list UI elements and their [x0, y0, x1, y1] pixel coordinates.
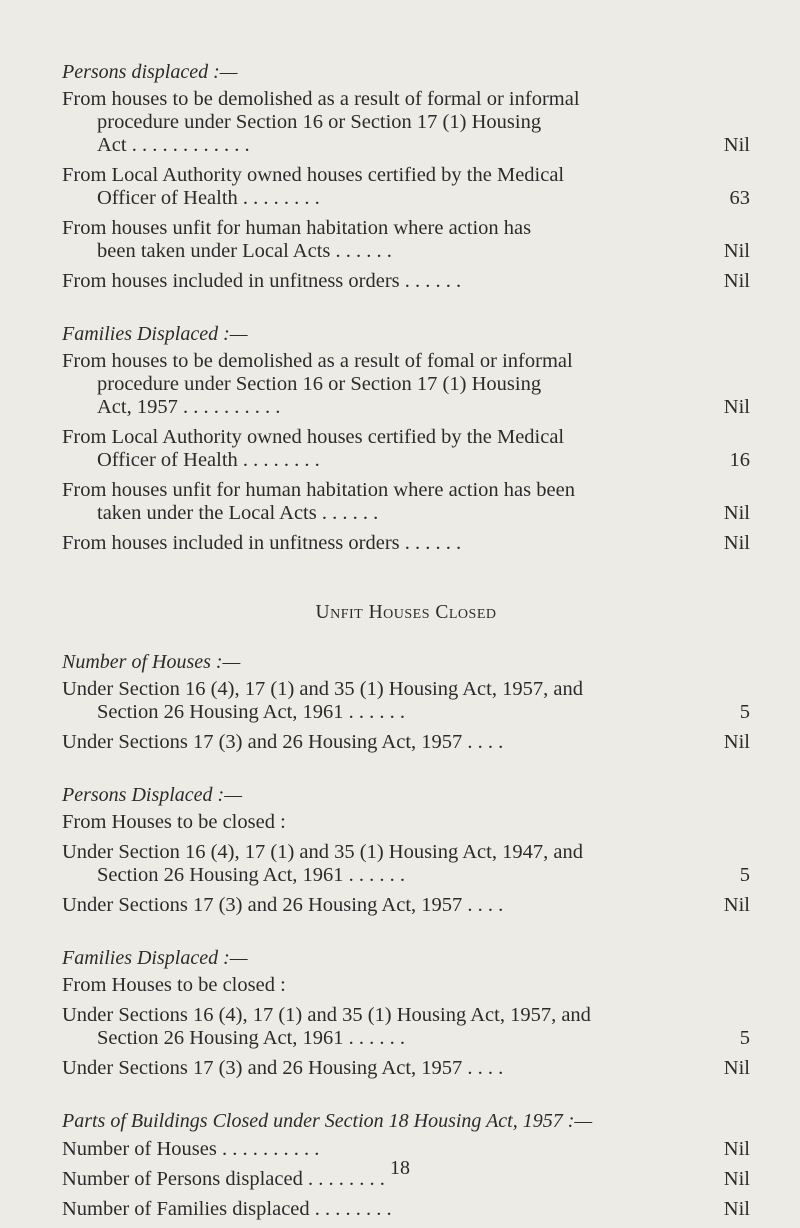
list-item: [62, 88, 750, 157]
list-item: [62, 532, 750, 555]
report-content: [62, 58, 750, 1228]
item-text-line: been taken under Local Acts . . . . . .: [97, 240, 392, 262]
item-text-line: From houses to be demolished as a result of fomal or informal: [62, 350, 573, 372]
item-text-line: taken under the Local Acts . . . . . .: [97, 502, 379, 524]
item-text-line: Act, 1957 . . . . . . . . . .: [97, 396, 281, 418]
section-spacer: [62, 300, 750, 320]
item-value: Nil: [723, 240, 750, 262]
item-text-line: From houses unfit for human habitation where action has: [62, 217, 532, 239]
item-value: Nil: [723, 270, 750, 292]
section-heading: Families Displaced :—: [62, 947, 248, 969]
list-item: [62, 974, 750, 997]
list-item: [62, 678, 750, 724]
item-value: Nil: [723, 134, 750, 156]
report-section: [62, 944, 750, 1080]
report-section: [62, 648, 750, 754]
section-heading: Number of Houses :—: [62, 651, 241, 673]
item-value: Nil: [723, 1138, 750, 1160]
section-spacer: [62, 924, 750, 944]
item-text-line: From Local Authority owned houses certified by the Medical: [62, 426, 565, 448]
list-item: [62, 1004, 750, 1050]
item-value: Nil: [723, 1057, 750, 1079]
list-item: [62, 1198, 750, 1221]
item-text-line: procedure under Section 16 or Section 17 (1) Housing: [97, 373, 542, 395]
item-text-line: From Local Authority owned houses certified by the Medical: [62, 164, 565, 186]
item-text-line: From houses included in unfitness orders . . . . . .: [62, 532, 462, 554]
item-text-line: Under Sections 17 (3) and 26 Housing Act, 1957 . . . .: [62, 1057, 504, 1079]
item-text-line: From houses to be demolished as a result of formal or informal: [62, 88, 580, 110]
item-value: 5: [739, 1027, 750, 1049]
parts-heading: Parts of Buildings Closed under Section 18 Housing Act, 1957 :—: [62, 1110, 593, 1132]
section-spacer: [62, 1087, 750, 1107]
item-value: Nil: [723, 396, 750, 418]
item-value: 5: [739, 864, 750, 886]
item-text-line: Under Section 16 (4), 17 (1) and 35 (1) Housing Act, 1947, and: [62, 841, 583, 863]
report-section: [62, 781, 750, 917]
item-text-line: Under Sections 17 (3) and 26 Housing Act, 1957 . . . .: [62, 894, 504, 916]
list-item: [62, 217, 750, 263]
item-text-line: Officer of Health . . . . . . . .: [97, 449, 320, 471]
item-text-line: Under Sections 17 (3) and 26 Housing Act, 1957 . . . .: [62, 731, 504, 753]
item-text-line: From houses unfit for human habitation where action has been: [62, 479, 575, 501]
list-item: [62, 811, 750, 834]
item-value: 5: [739, 701, 750, 723]
list-item: [62, 479, 750, 525]
item-value: Nil: [723, 502, 750, 524]
list-item: [62, 350, 750, 419]
item-text-line: Section 26 Housing Act, 1961 . . . . . .: [97, 701, 406, 723]
section-spacer: [62, 761, 750, 781]
list-item: [62, 270, 750, 293]
report-section: [62, 58, 750, 293]
item-value: Nil: [723, 731, 750, 753]
section-heading: Persons displaced :—: [62, 61, 238, 83]
section-heading: Families Displaced :—: [62, 323, 248, 345]
item-text-line: procedure under Section 16 or Section 17 (1) Housing: [97, 111, 542, 133]
list-item: [62, 426, 750, 472]
item-text-line: Number of Families displaced . . . . . . . .: [62, 1198, 392, 1220]
item-text-line: Number of Houses . . . . . . . . . .: [62, 1138, 320, 1160]
section-heading: Persons Displaced :—: [62, 784, 242, 806]
item-value: 63: [729, 187, 750, 209]
item-text-line: From Houses to be closed :: [62, 974, 286, 996]
item-text-line: Officer of Health . . . . . . . .: [97, 187, 320, 209]
item-value: Nil: [723, 1198, 750, 1220]
list-item: [62, 731, 750, 754]
report-section: [62, 320, 750, 555]
page-number: 18: [390, 1157, 410, 1179]
item-text-line: Act . . . . . . . . . . . .: [97, 134, 250, 156]
list-item: [62, 164, 750, 210]
section-title: Unfit Houses Closed: [315, 602, 497, 623]
item-text-line: Number of Persons displaced . . . . . . . .: [62, 1168, 385, 1190]
item-text-line: Under Section 16 (4), 17 (1) and 35 (1) Housing Act, 1957, and: [62, 678, 583, 700]
list-item: [62, 1057, 750, 1080]
item-value: Nil: [723, 1168, 750, 1190]
item-text-line: Section 26 Housing Act, 1961 . . . . . .: [97, 864, 406, 886]
item-text-line: From Houses to be closed :: [62, 811, 286, 833]
list-item: [62, 841, 750, 887]
item-text-line: Section 26 Housing Act, 1961 . . . . . .: [97, 1027, 406, 1049]
item-text-line: From houses included in unfitness orders . . . . . .: [62, 270, 462, 292]
item-value: 16: [729, 449, 750, 471]
item-text-line: Under Sections 16 (4), 17 (1) and 35 (1) Housing Act, 1957, and: [62, 1004, 591, 1026]
list-item: [62, 894, 750, 917]
item-value: Nil: [723, 894, 750, 916]
section-spacer: [62, 562, 750, 582]
item-value: Nil: [723, 532, 750, 554]
